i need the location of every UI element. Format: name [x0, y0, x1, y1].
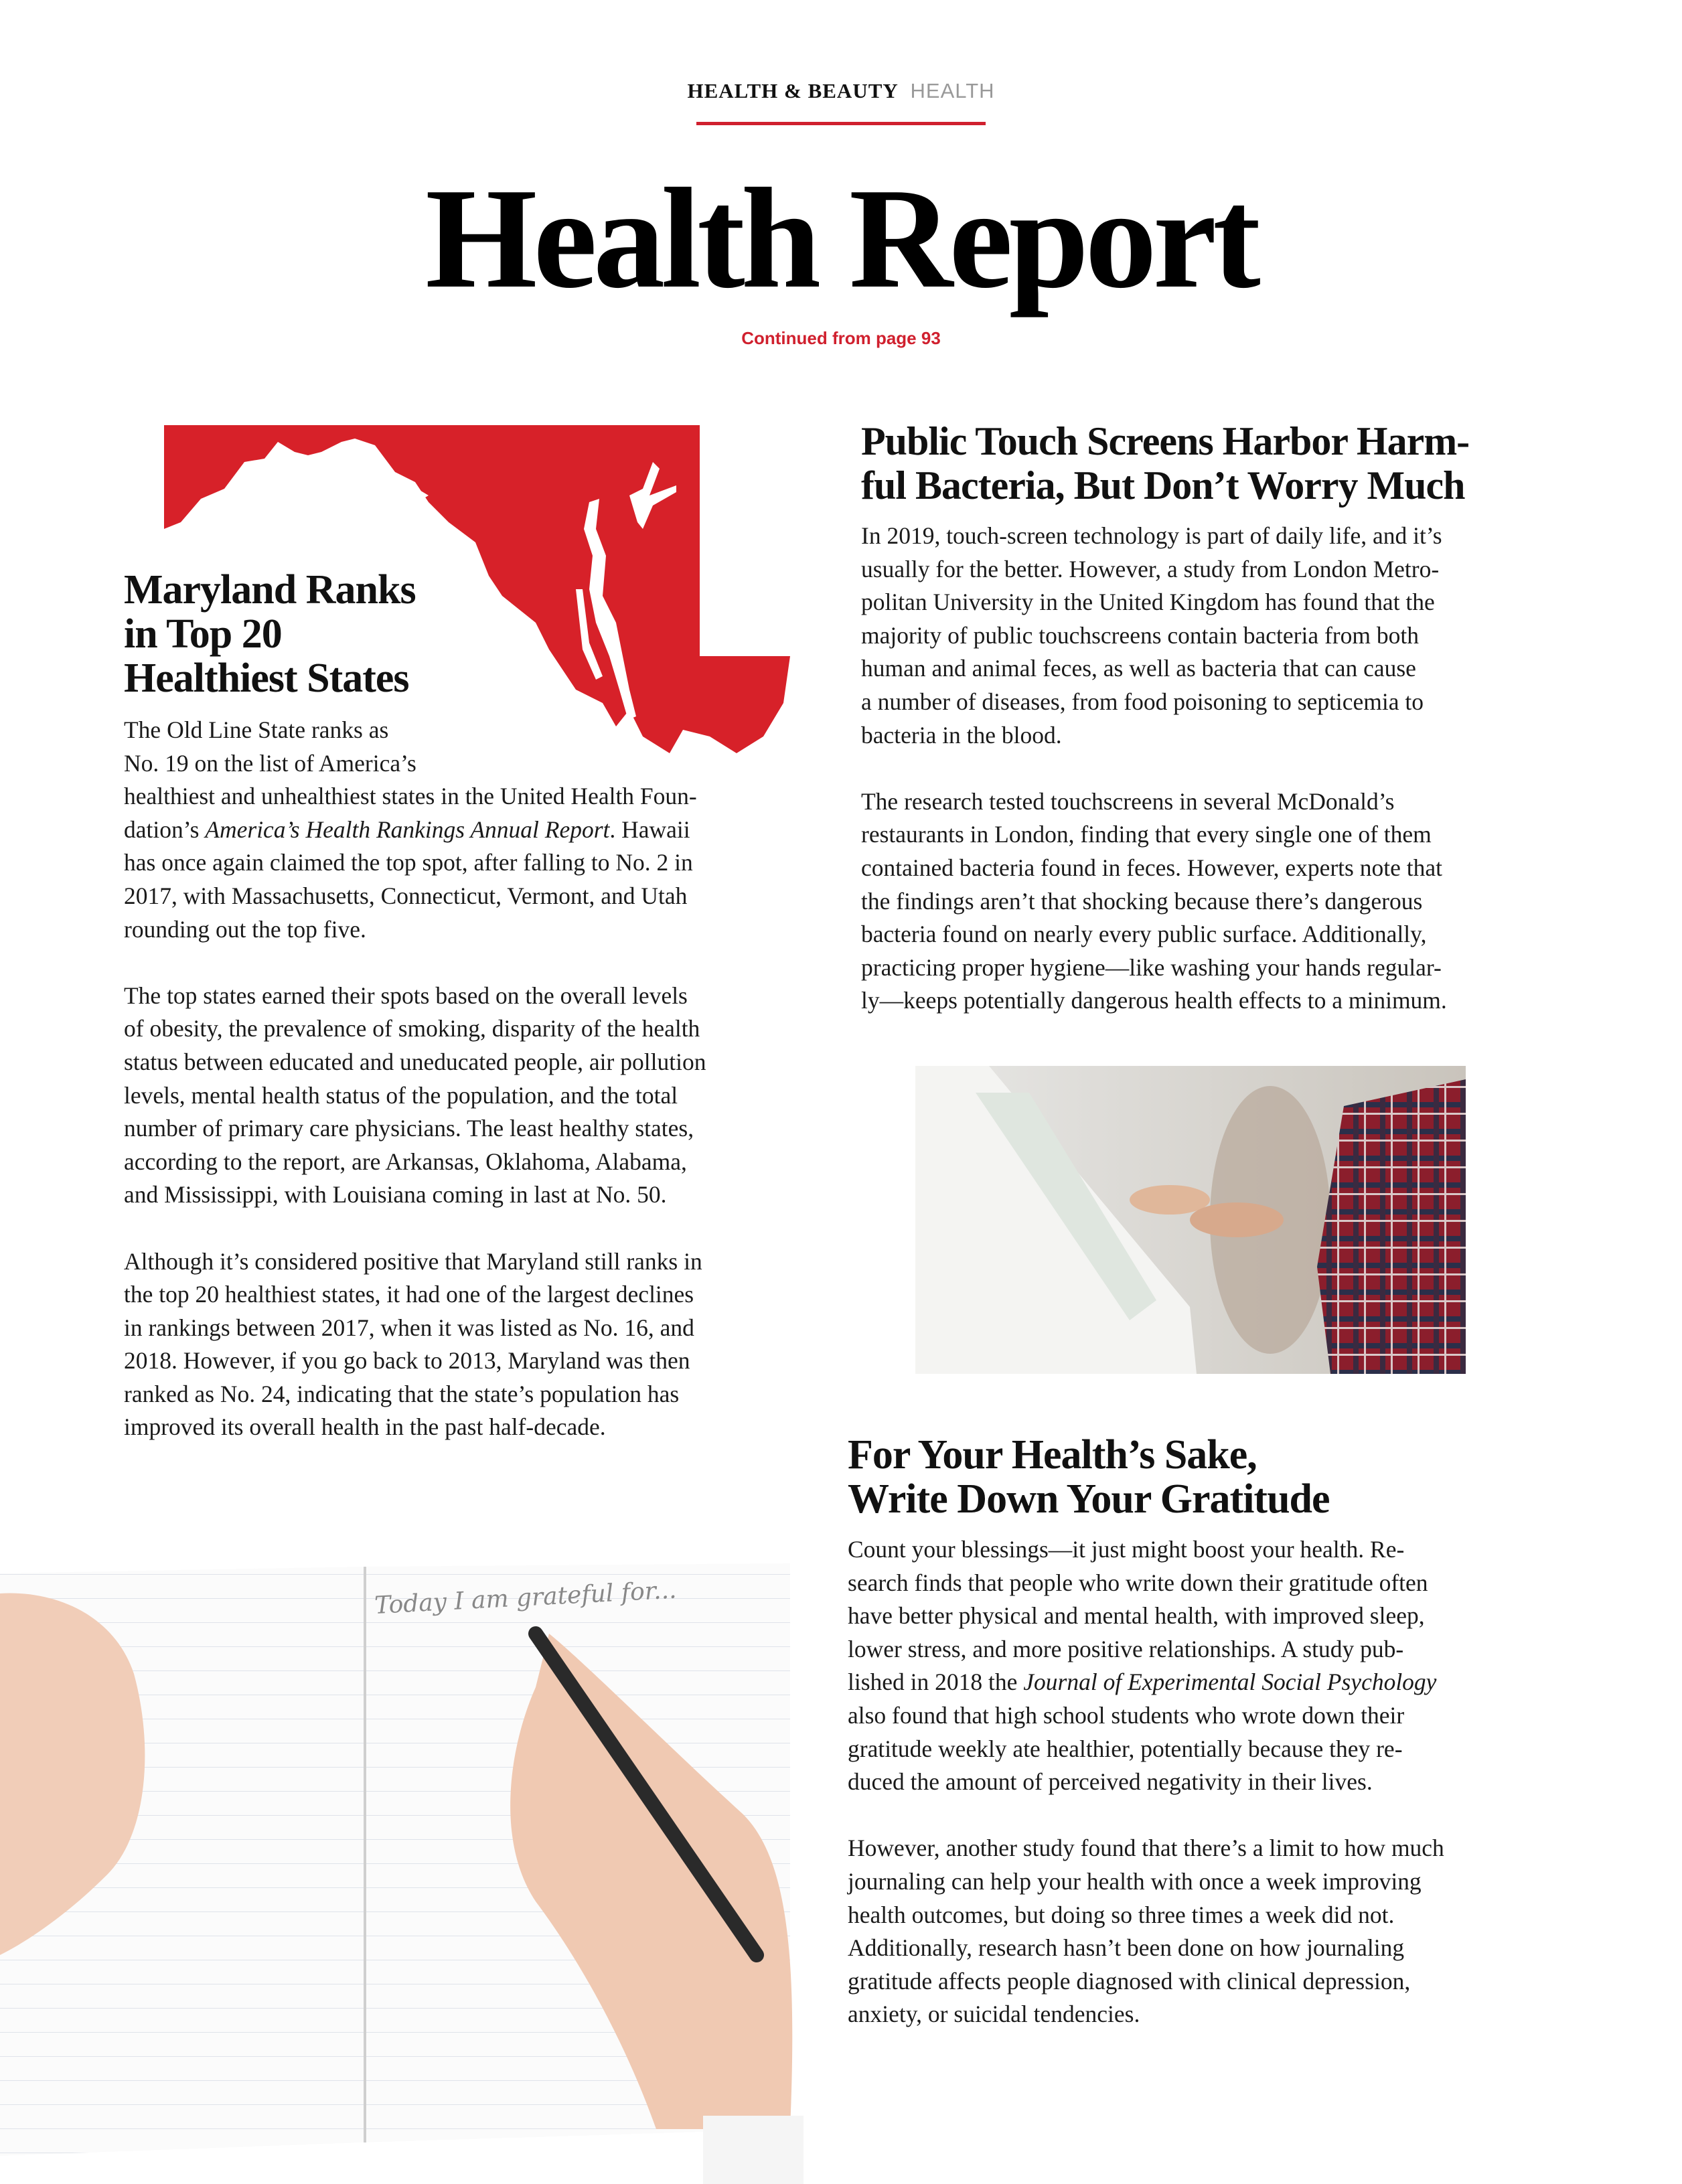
body-text-line: restaurants in London, finding that every single one of them [861, 821, 1432, 848]
body-text-line: practicing proper hygiene—like washing your hands regular- [861, 953, 1442, 981]
handwriting-text: Today I am grateful for... [374, 1576, 678, 1620]
text-segment: . Hawaii [609, 815, 690, 843]
body-text-line: usually for the better. However, a study from London Metro- [861, 555, 1440, 582]
touchscreen-article-body [861, 520, 1447, 1018]
body-text-line: gratitude affects people diagnosed with clinical depression, [848, 1967, 1411, 1995]
body-text-line: bacteria in the blood. [861, 721, 1062, 749]
body-text-line: 2017, with Massachusetts, Connecticut, Vermont, and Utah [124, 882, 688, 909]
headline-line: Public Touch Screens Harbor Harm- [861, 419, 1470, 463]
body-text-line: The research tested touchscreens in several McDonald’s [861, 787, 1395, 815]
body-text-line [848, 1666, 1444, 1699]
body-text-line: lower stress, and more positive relationships. A study pub- [848, 1635, 1404, 1662]
body-text-line: duced the amount of perceived negativity in their lives. [848, 1768, 1373, 1796]
kicker-divider [696, 122, 986, 125]
headline-line: For Your Health’s Sake, [848, 1432, 1257, 1478]
body-text-line: Count your blessings—it just might boost your health. Re- [848, 1536, 1405, 1563]
body-text-line: has once again claimed the top spot, after falling to No. 2 in [124, 849, 693, 876]
body-text-line: 2018. However, if you go back to 2013, Maryland was then [124, 1347, 690, 1375]
paragraph-gap [124, 946, 706, 980]
body-text-line: rounding out the top five. [124, 915, 366, 943]
body-text-line: a number of diseases, from food poisoning to septicemia to [861, 688, 1424, 715]
italic-title: America’s Health Rankings Annual Report [205, 815, 610, 843]
journal-writing-photo [0, 1527, 804, 2184]
body-text-line: majority of public touchscreens contain bacteria from both [861, 621, 1419, 649]
body-text-line: the findings aren’t that shocking because there’s dangerous [861, 887, 1423, 915]
section-label: HEALTH & BEAUTY [687, 79, 899, 102]
maryland-headline [124, 568, 416, 700]
text-segment: dation’s [124, 815, 206, 843]
maryland-article-body [124, 714, 706, 1444]
body-text-line: improved its overall health in the past half-decade. [124, 1413, 606, 1441]
body-text-line: levels, mental health status of the population, and the total [124, 1081, 678, 1109]
body-text-line: contained bacteria found in feces. However, experts note that [861, 854, 1442, 881]
body-text-line: ranked as No. 24, indicating that the state’s population has [124, 1380, 680, 1407]
body-text-line: journaling can help your health with once a week improving [848, 1867, 1422, 1895]
body-text-line: healthiest and unhealthiest states in the United Health Foun- [124, 783, 697, 810]
headline-line: ful Bacteria, But Don’t Worry Much [861, 463, 1465, 508]
body-text-line: politan University in the United Kingdom has found that the [861, 589, 1435, 616]
body-text-line: Although it’s considered positive that Maryland still ranks in [124, 1247, 702, 1275]
body-text-line: No. 19 on the list of America’s [124, 749, 416, 777]
body-text-line: Additionally, research hasn’t been done on how journaling [848, 1934, 1405, 1962]
body-text-line [124, 813, 706, 847]
paragraph-gap [861, 752, 1447, 785]
page-title: Health Report [425, 158, 1257, 318]
body-text-line: and Mississippi, with Louisiana coming in last at No. 50. [124, 1181, 667, 1208]
body-text-line: In 2019, touch-screen technology is part of daily life, and it’s [861, 522, 1442, 549]
headline-line: Write Down Your Gratitude [848, 1476, 1330, 1522]
touchscreen-headline [861, 419, 1469, 508]
headline-line: Maryland Ranks [124, 567, 416, 613]
body-text-line: of obesity, the prevalence of smoking, disparity of the health [124, 1015, 700, 1042]
body-text-line: search finds that people who write down their gratitude often [848, 1569, 1428, 1596]
body-text-line: according to the report, are Arkansas, Oklahoma, Alabama, [124, 1148, 687, 1175]
gratitude-article-body [848, 1533, 1444, 2031]
body-text-line: ly—keeps potentially dangerous health effects to a minimum. [861, 987, 1447, 1014]
paragraph-gap [124, 1212, 706, 1245]
subsection-label: HEALTH [910, 79, 995, 102]
body-text-line: status between educated and uneducated people, air pollution [124, 1048, 706, 1075]
headline-line: in Top 20 [124, 611, 282, 657]
body-text-line: number of primary care physicians. The least healthy states, [124, 1115, 694, 1142]
body-text-line: human and animal feces, as well as bacteria that can cause [861, 655, 1416, 682]
text-segment: lished in 2018 the [848, 1668, 1024, 1696]
body-text-line: in rankings between 2017, when it was listed as No. 16, and [124, 1314, 694, 1341]
body-text-line: also found that high school students who wrote down their [848, 1701, 1405, 1729]
headline-line: Healthiest States [124, 655, 409, 701]
body-text-line: anxiety, or suicidal tendencies. [848, 2001, 1140, 2028]
body-text-line: have better physical and mental health, with improved sleep, [848, 1602, 1425, 1630]
italic-title: Journal of Experimental Social Psychology [1023, 1668, 1437, 1696]
paragraph-gap [848, 1799, 1444, 1832]
body-text-line: health outcomes, but doing so three times a week did not. [848, 1901, 1395, 1928]
section-kicker [0, 79, 1682, 103]
continued-note: Continued from page 93 [741, 328, 941, 348]
body-text-line: However, another study found that there’s a limit to how much [848, 1835, 1444, 1862]
body-text-line: the top 20 healthiest states, it had one of the largest declines [124, 1281, 694, 1308]
body-text-line: The Old Line State ranks as [124, 716, 389, 743]
gratitude-headline [848, 1433, 1330, 1521]
body-text-line: The top states earned their spots based on the overall levels [124, 982, 688, 1009]
body-text-line: gratitude weekly ate healthier, potentially because they re- [848, 1735, 1403, 1762]
body-text-line: bacteria found on nearly every public surface. Additionally, [861, 921, 1427, 948]
touchscreen-kiosk-photo [915, 1066, 1466, 1374]
